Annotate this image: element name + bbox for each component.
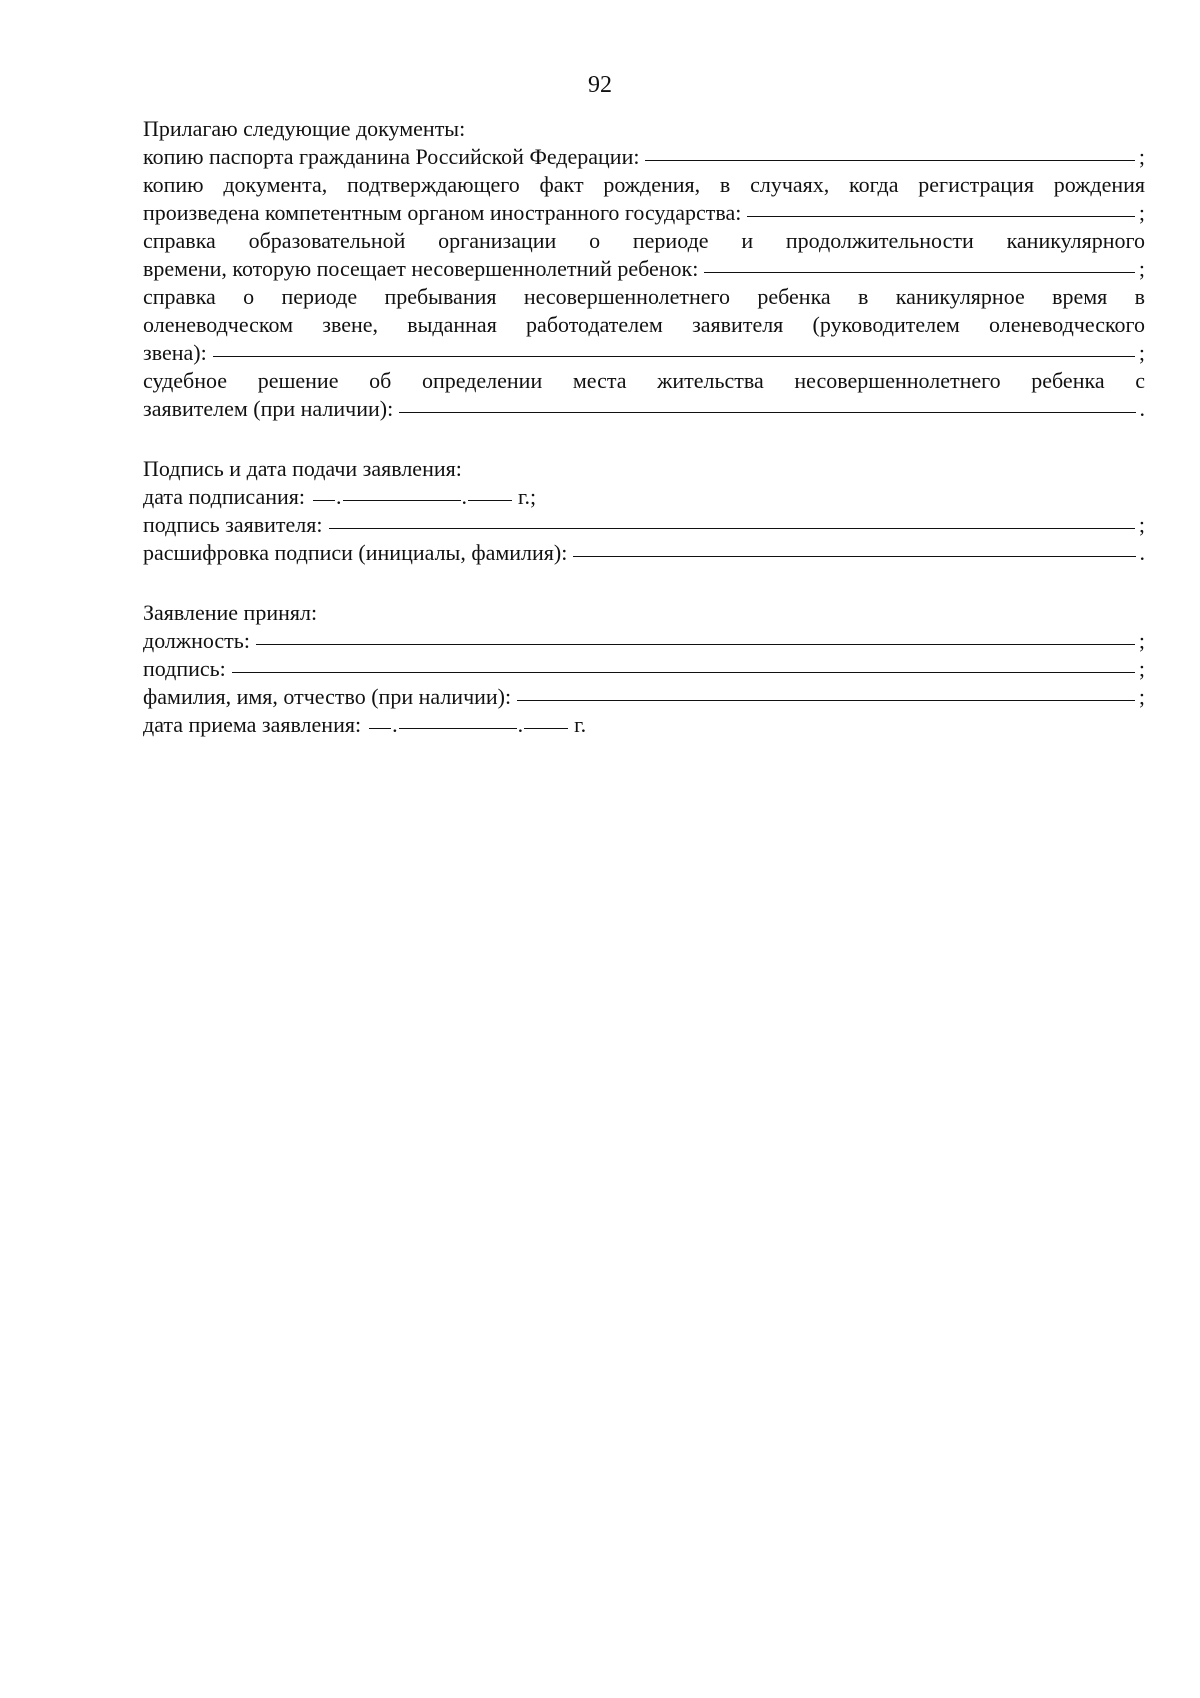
receipt-date-label: дата приема заявления: (143, 712, 362, 737)
school-certificate-field[interactable] (704, 271, 1135, 273)
documents-heading (143, 115, 1145, 143)
documents-heading-text: Прилагаю следующие документы: (143, 116, 466, 141)
applicant-signature-line (143, 511, 1145, 539)
signing-day-field[interactable] (313, 499, 335, 501)
punct-semicolon: ; (1138, 628, 1145, 653)
punct-period: . (1139, 540, 1145, 565)
date-separator: . (517, 712, 524, 737)
receipt-date-line (143, 711, 1145, 739)
court-line-1 (143, 367, 1145, 395)
herding-line-1 (143, 283, 1145, 311)
signing-month-field[interactable] (343, 499, 461, 501)
punct-semicolon: ; (1138, 340, 1145, 365)
herding-text-1: справка о периоде пребывания несовершеннолетнего ребенка в каникулярное время в (143, 284, 1145, 309)
signing-date-label: дата подписания: (143, 484, 305, 509)
herding-certificate-field[interactable] (213, 355, 1135, 357)
punct-semicolon: ; (1138, 512, 1145, 537)
receiver-signature-label: подпись: (143, 656, 226, 681)
signing-year-field[interactable] (468, 499, 512, 501)
school-label: времени, которую посещает несовершеннолетний ребенок: (143, 256, 699, 281)
birth-label: произведена компетентным органом иностранного государства: (143, 200, 742, 225)
receiver-fullname-label: фамилия, имя, отчество (при наличии): (143, 684, 512, 709)
receipt-day-field[interactable] (369, 727, 391, 729)
birth-document-field[interactable] (747, 215, 1135, 217)
herding-text-2: оленеводческом звене, выданная работодателем заявителя (руководителем оленеводческого (143, 312, 1145, 337)
date-separator: . (461, 484, 467, 509)
school-line-1 (143, 227, 1145, 255)
punct-semicolon: ; (1138, 144, 1145, 169)
birth-line-1 (143, 171, 1145, 199)
receipt-year-field[interactable] (524, 727, 568, 729)
receiver-signature-line (143, 655, 1145, 683)
birth-text-1: копию документа, подтверждающего факт рождения, в случаях, когда регистрация рождения (143, 172, 1145, 197)
signature-heading (143, 455, 1145, 483)
herding-label: звена): (143, 340, 207, 365)
position-field[interactable] (256, 643, 1135, 645)
punct-semicolon: ; (1138, 256, 1145, 281)
date-separator: . (392, 712, 398, 737)
receiver-fullname-line (143, 683, 1145, 711)
court-text-1: судебное решение об определении места жительства несовершеннолетнего ребенка с (143, 368, 1145, 393)
receiver-fullname-field[interactable] (517, 699, 1135, 701)
passport-line (143, 143, 1145, 171)
receipt-month-field[interactable] (399, 727, 517, 729)
punct-semicolon: ; (1138, 656, 1145, 681)
punct-semicolon: ; (1138, 200, 1145, 225)
form-content (143, 115, 1145, 739)
year-suffix: г.; (518, 484, 537, 509)
signing-date-line (143, 483, 1145, 511)
accepted-heading (143, 599, 1145, 627)
signature-decoding-line (143, 539, 1145, 567)
herding-line-3 (143, 339, 1145, 367)
applicant-signature-label: подпись заявителя: (143, 512, 323, 537)
signature-heading-text: Подпись и дата подачи заявления: (143, 456, 462, 481)
receiver-signature-field[interactable] (232, 671, 1135, 673)
position-label: должность: (143, 628, 250, 653)
position-line (143, 627, 1145, 655)
birth-line-2 (143, 199, 1145, 227)
signature-decoding-label: расшифровка подписи (инициалы, фамилия): (143, 540, 568, 565)
section-gap (143, 567, 1145, 599)
page-number: 92 (588, 72, 612, 98)
date-separator: . (336, 484, 342, 509)
signature-decoding-field[interactable] (573, 555, 1135, 557)
section-gap (143, 423, 1145, 455)
court-label: заявителем (при наличии): (143, 396, 394, 421)
punct-semicolon: ; (1138, 684, 1145, 709)
court-decision-field[interactable] (399, 411, 1135, 413)
year-suffix: г. (574, 712, 587, 737)
school-line-2 (143, 255, 1145, 283)
punct-period: . (1139, 396, 1145, 421)
herding-line-2 (143, 311, 1145, 339)
accepted-heading-text: Заявление принял: (143, 600, 318, 625)
passport-label: копию паспорта гражданина Российской Федерации: (143, 144, 640, 169)
school-text-1: справка образовательной организации о периоде и продолжительности каникулярного (143, 228, 1145, 253)
court-line-2 (143, 395, 1145, 423)
applicant-signature-field[interactable] (329, 527, 1135, 529)
passport-field[interactable] (645, 159, 1134, 161)
